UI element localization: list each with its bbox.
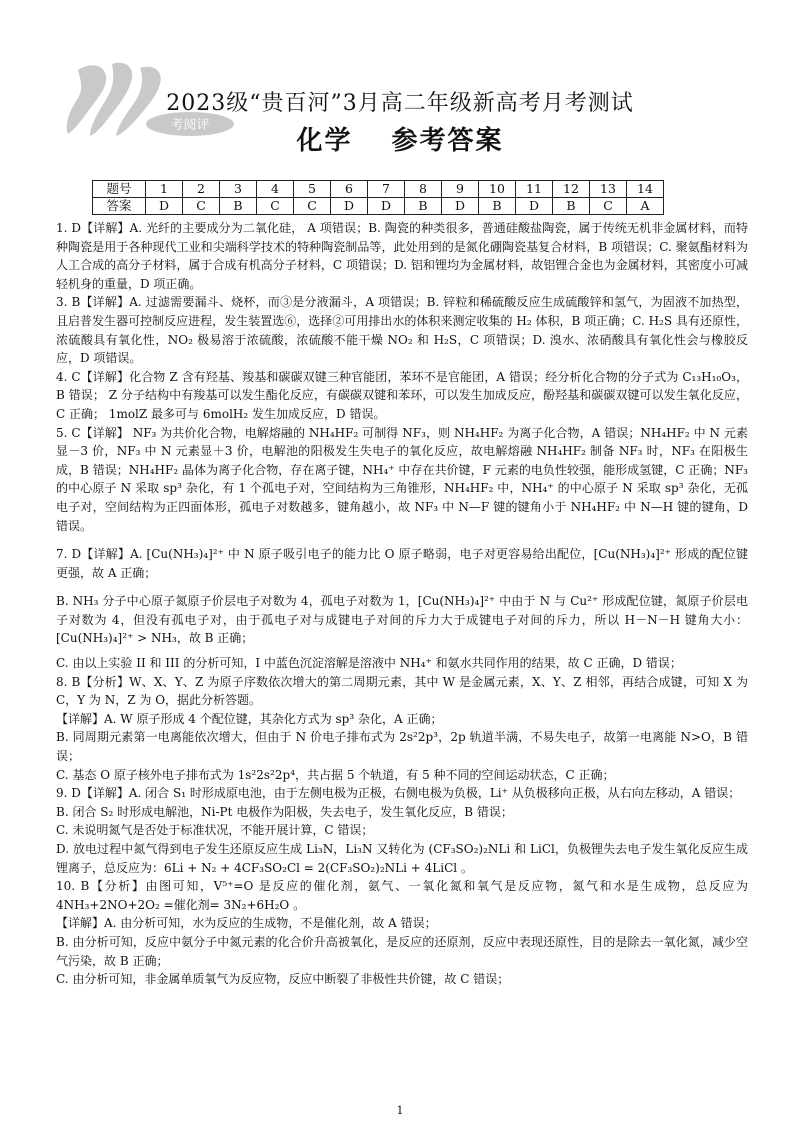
exam-title: 2023级“贵百河”3月高二年级新高考月考测试 [166, 91, 634, 116]
explanation-q8-analysis: 8. B【分析】W、X、Y、Z 为原子序数依次增大的第二周期元素，其中 W 是金属元素，X、Y、Z 相邻，再结合成键，可知 X 为 C，Y 为 N，Z 为 O，据此分析答题。 [56, 674, 748, 708]
explanation-q5: 5. C【详解】 NF₃ 为共价化合物，电解熔融的 NH₄HF₂ 可制得 NF₃，则 NH₄HF₂ 为离子化合物，A 错误；NH₄HF₂ 中 N 元素显－3 价，NF₃ 中 N 元素显＋3 价，电解池的阳极发生失电子的氧化反应，故电解熔融 NH₄HF₂ 制备 NF₃ 时，NF₃ 在阳极生成，B 错误；NH₄HF₂ 晶体为离子化合物，存在离子键，NH₄⁺ 中存在共价键，F 元素的电负性较强，能形成氢键，C 正确；NF₃ 的中心原子 N 采取 sp³ 杂化，有 1 个孤电子对，空间结构为三角锥形，NH₄HF₂ 中，NH₄⁺ 的中心原子 N 采取 sp³ 杂化，无孤电子对，空间结构为正四面体形，孤电子对数越多，键角越小，故 NF₃ 中 N—F 键的键角小于 NH₄HF₂ 中 N—H 键的键角，D 错误。 [56, 425, 748, 533]
explanation-q4: 4. C【详解】化合物 Z 含有羟基、羧基和碳碳双键三种官能团，苯环不是官能团，A 错误；经分析化合物的分子式为 C₁₃H₁₀O₃，B 错误； Z 分子结构中有羧基可以发生酯化反应，有碳碳双键和苯环，可以发生加成反应，酚羟基和碳碳双键可以发生氧化反应，C 正确； 1molZ 最多可与 6molH₂ 发生加成反应，D 错误。 [56, 369, 748, 421]
question-number: 14 [627, 181, 664, 198]
row-label: 题号 [93, 181, 146, 198]
answer-row [93, 198, 664, 215]
question-number: 9 [442, 181, 479, 198]
explanations [56, 219, 748, 989]
question-number: 8 [405, 181, 442, 198]
svg-text:考阅评: 考阅评 [170, 118, 210, 133]
explanation-q8-b: B. 同周期元素第一电离能依次增大，但由于 N 价电子排布式为 2s²2p³，2p 轨道半满，不易失电子，故第一电离能 N>O，B 错误； [56, 730, 748, 764]
question-number: 1 [146, 181, 183, 198]
question-number: 2 [183, 181, 220, 198]
answer-cell: C [294, 198, 331, 215]
subject-label: 化学 [296, 126, 353, 156]
explanation-q10-b: B. 由分析可知，反应中氨分子中氮元素的化合价升高被氧化，是反应的还原剂，反应中表现还原性，目的是除去一氧化氮，减少空气污染，故 B 正确； [56, 934, 748, 968]
answer-table [92, 180, 664, 215]
explanation-q9-b: B. 闭合 S₂ 时形成电解池，Ni-Pt 电极作为阳极，失去电子，发生氧化反应，B 错误； [56, 804, 513, 819]
explanation-q10-a: 【详解】A. 由分析可知，水为反应的生成物，不是催化剂，故 A 错误； [56, 916, 437, 931]
explanation-q10-analysis: 10. B【分析】由图可知，V⁵⁺=O 是反应的催化剂，氨气、一氧化氮和氧气是反应物，氮气和水是生成物，总反应为 4NH₃+2NO+2O₂ =催化剂= 3N₂+6H₂O 。 [56, 879, 748, 912]
explanation-q9-a: 9. D【详解】A. 闭合 S₁ 时形成原电池，由于左侧电极为正极，右侧电极为负极，Li⁺ 从负极移向正极，从右向左移动，A 错误； [56, 786, 741, 801]
answer-cell: C [590, 198, 627, 215]
question-number-row [93, 181, 664, 198]
answer-cell: B [479, 198, 516, 215]
question-number: 4 [257, 181, 294, 198]
explanation-q8-c: C. 基态 O 原子核外电子排布式为 1s²2s²2p⁴，共占据 5 个轨道，有 5 种不同的空间运动状态，C 正确； [56, 767, 615, 782]
page-number: 1 [396, 1104, 404, 1117]
question-number: 6 [331, 181, 368, 198]
explanation-q7-a: 7. D【详解】A. [Cu(NH₃)₄]²⁺ 中 N 原子吸引电子的能力比 O 原子略弱，电子对更容易给出配位，[Cu(NH₃)₄]²⁺ 形成的配位键更强，故 A 正确； [56, 547, 748, 580]
question-number: 7 [368, 181, 405, 198]
question-number: 13 [590, 181, 627, 198]
question-number: 10 [479, 181, 516, 198]
explanation-q1: 1. D【详解】A. 光纤的主要成分为二氧化硅， A 项错误；B. 陶瓷的种类很多，普通硅酸盐陶瓷，属于传统无机非金属材料，而特种陶瓷是用于各种现代工业和尖端科学技术的特种陶瓷制品等，此处用到的是氮化硼陶瓷基复合材料，B 项错误；C. 聚氨酯材料为人工合成的高分子材料，属于合成有机高分子材料，C 项错误；D. 铝和锂均为金属材料，故铝锂合金也为金属材料，其密度小可减轻机身的重量，D 项正确。 [56, 221, 748, 291]
doc-type-label: 参考答案 [391, 126, 504, 156]
question-number: 5 [294, 181, 331, 198]
answer-cell: D [331, 198, 368, 215]
answer-cell: C [183, 198, 220, 215]
answer-cell: D [442, 198, 479, 215]
answer-cell: B [553, 198, 590, 215]
document-subtitle [0, 120, 800, 157]
explanation-q7-c: C. 由以上实验 II 和 III 的分析可知，I 中蓝色沉淀溶解是溶液中 NH₄⁺ 和氨水共同作用的结果，故 C 正确，D 错误； [56, 656, 682, 671]
explanation-q8-a: 【详解】A. W 原子形成 4 个配位键，其杂化方式为 sp³ 杂化，A 正确； [56, 711, 443, 726]
answer-cell: B [405, 198, 442, 215]
answer-cell: D [516, 198, 553, 215]
row-label: 答案 [93, 198, 146, 215]
explanation-q7-b: B. NH₃ 分子中心原子氮原子价层电子对数为 4，孤电子对数为 1，[Cu(NH₃)₄]²⁺ 中由于 N 与 Cu²⁺ 形成配位键，氮原子价层电子对数为 4，但没有孤电子对，由于孤电子对与成键电子对间的斥力大于成键电子对间的斥力，所以 H－N－H 键角大小：[Cu(NH₃)₄]²⁺ > NH₃，故 B 正确； [56, 594, 748, 646]
answer-cell: B [220, 198, 257, 215]
question-number: 12 [553, 181, 590, 198]
explanation-q9-d: D. 放电过程中氮气得到电子发生还原反应生成 Li₃N，Li₃N 又转化为 (CF₃SO₂)₂NLi 和 LiCl，负极锂失去电子发生氧化反应生成锂离子，总反应为：6Li + N₂ + 4CF₃SO₂Cl = 2(CF₃SO₂)₂NLi + 4LiCl 。 [56, 842, 748, 875]
explanation-q3: 3. B【详解】A. 过滤需要漏斗、烧杯，而③是分液漏斗，A 项错误；B. 锌粒和稀硫酸反应生成硫酸锌和氢气，为固液不加热型，且启普发生器可控制反应进程，发生装置选⑥，选择②可用排出水的体积来测定收集的 H₂ 体积，B 项正确；C. H₂S 具有还原性，浓硫酸具有氧化性，NO₂ 极易溶于浓硫酸，浓硫酸不能干燥 NO₂ 和 H₂S，C 项错误；D. 溴水、浓硝酸具有氧化性会与橡胶反应，D 项错误。 [56, 295, 748, 366]
question-number: 11 [516, 181, 553, 198]
answer-cell: D [368, 198, 405, 215]
question-number: 3 [220, 181, 257, 198]
answer-cell: C [257, 198, 294, 215]
answer-cell: D [146, 198, 183, 215]
explanation-q9-c: C. 未说明氮气是否处于标准状况，不能开展计算，C 错误； [56, 823, 374, 838]
explanation-q10-c: C. 由分析可知，非金属单质氧气为反应物，反应中断裂了非极性共价键，故 C 错误； [56, 972, 510, 987]
answer-cell: A [627, 198, 664, 215]
